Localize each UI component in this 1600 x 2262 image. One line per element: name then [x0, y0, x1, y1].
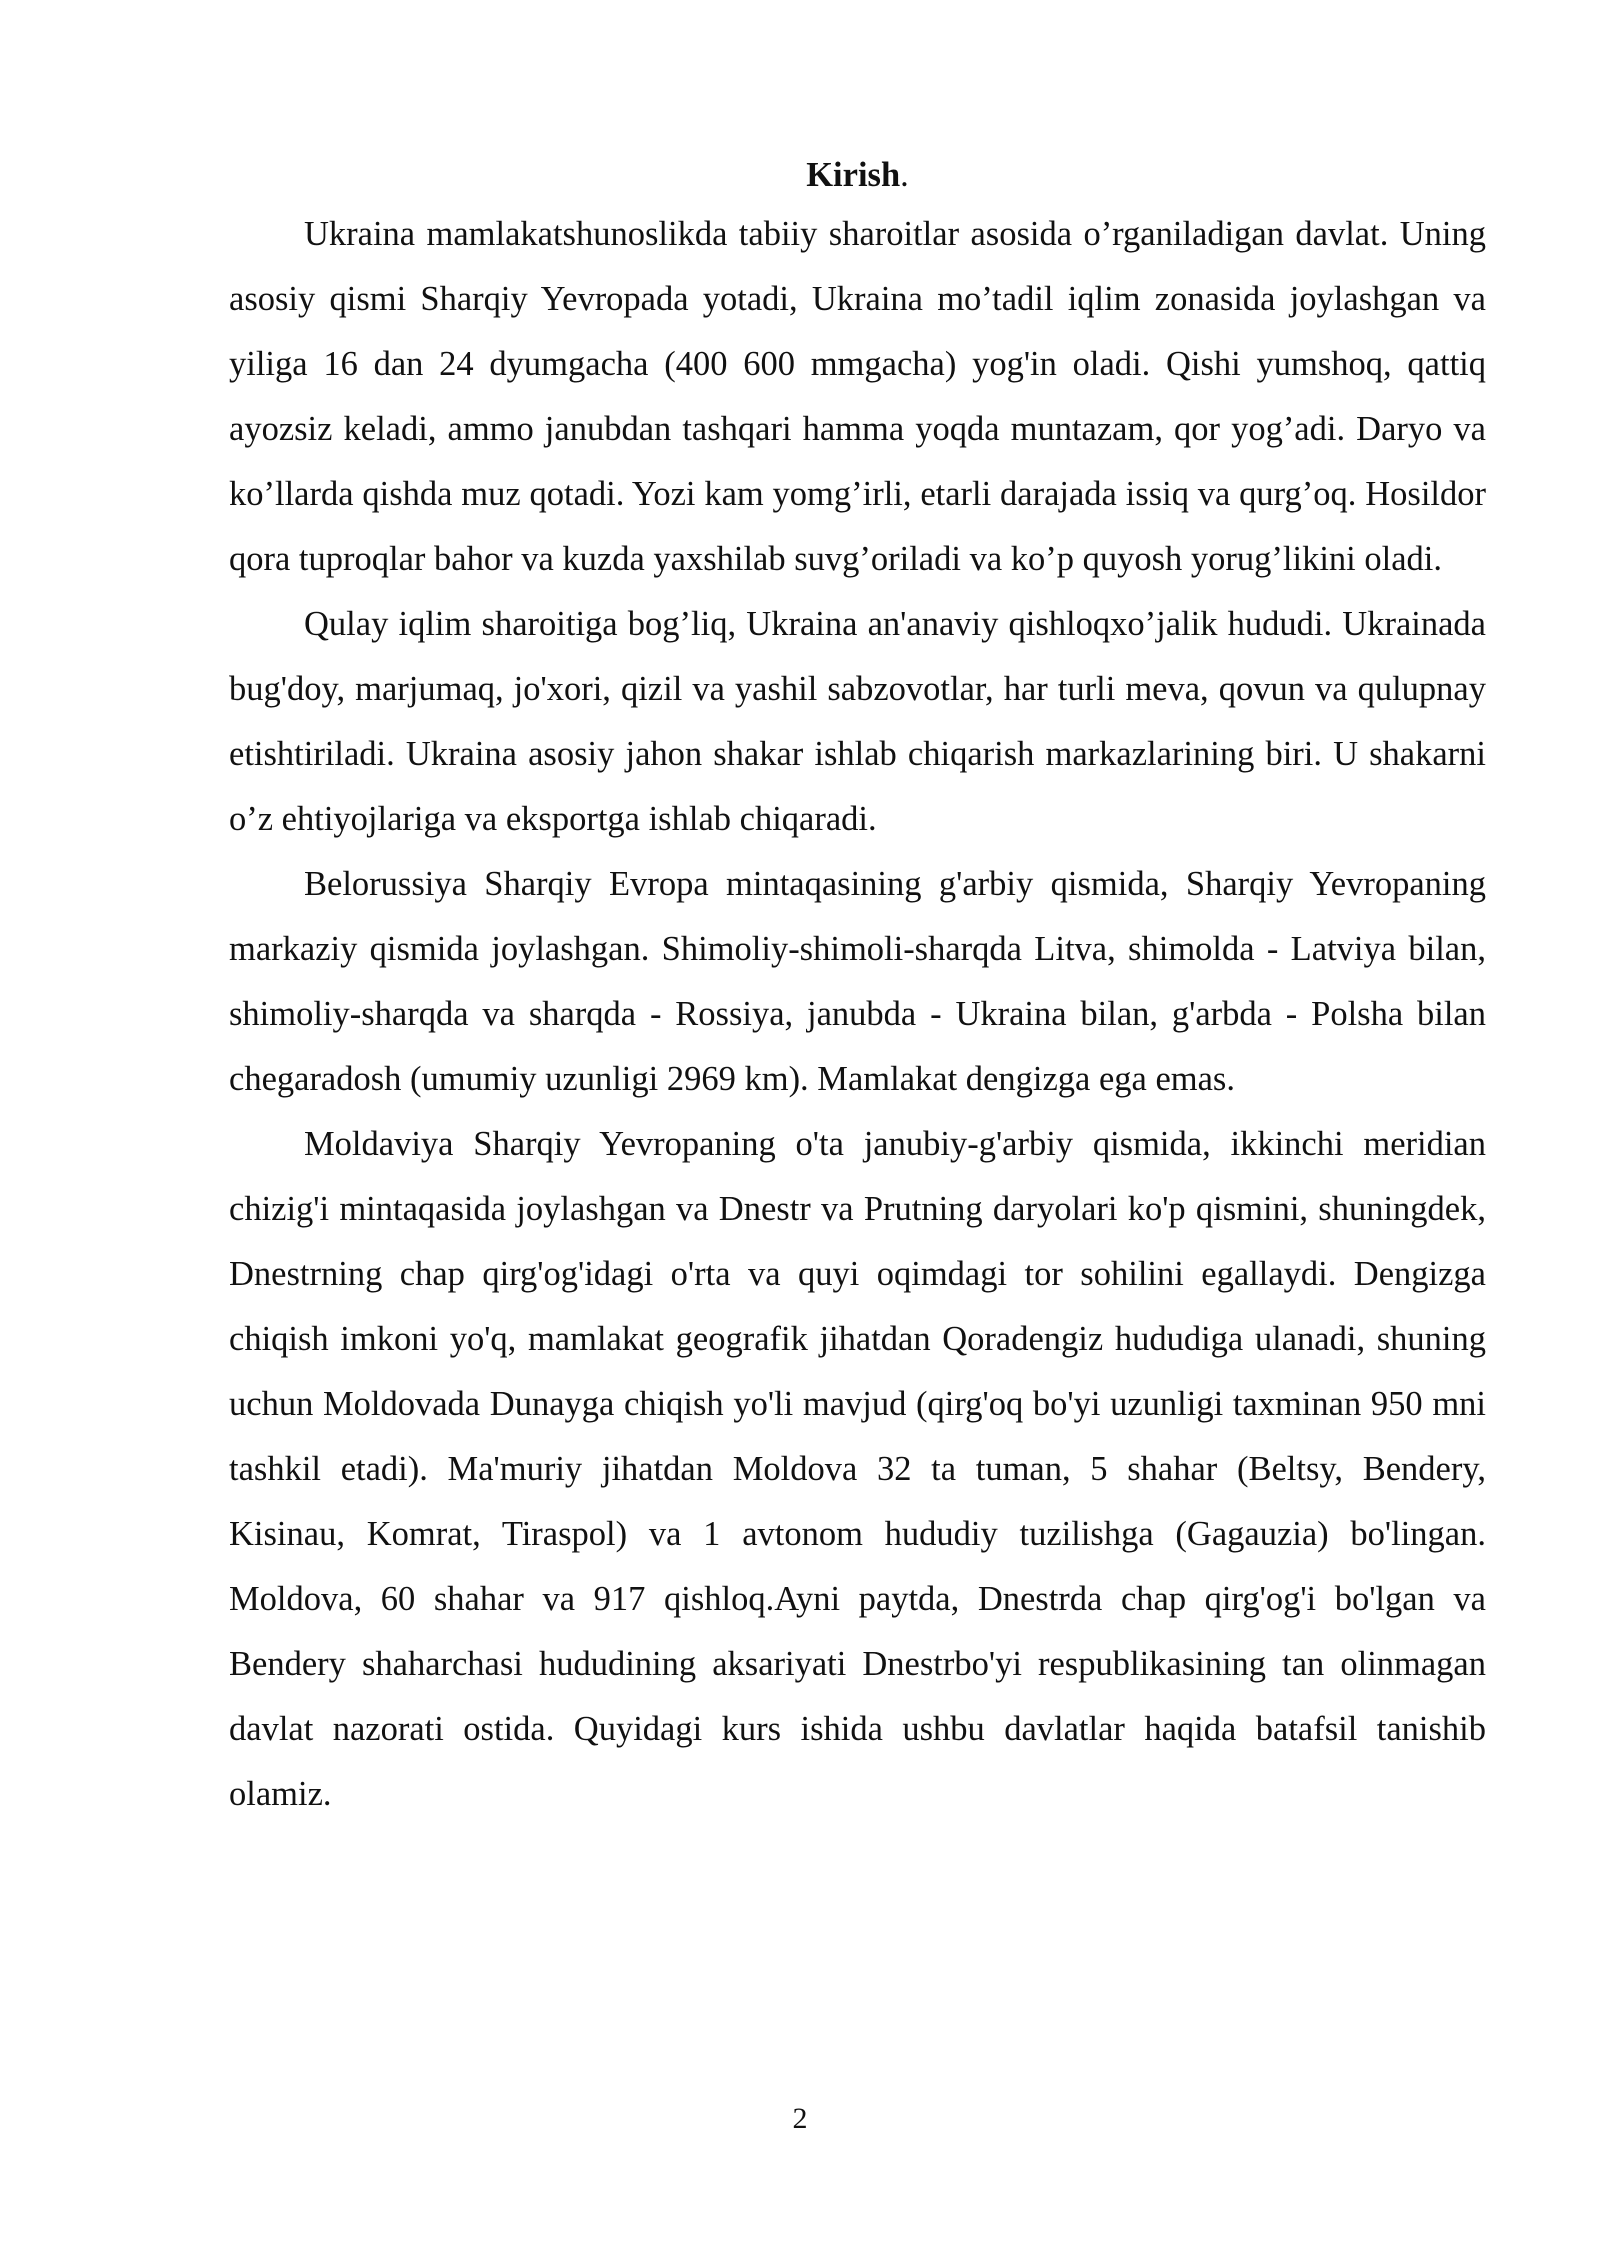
page-content — [229, 148, 1486, 1827]
page-title — [229, 148, 1486, 202]
paragraph-moldova: Moldaviya Sharqiy Yevropaning o'ta janubiy-g'arbiy qismida, ikkinchi meridian chizig'i mintaqasida joylashgan va Dnestr va Prutning daryolari ko'p qismini, shuningdek, Dnestrning chap qirg'og'idagi o'rta va quyi oqimdagi tor sohilini egallaydi. Dengizga chiqish imkoni yo'q, mamlakat geografik jihatdan Qoradengiz hududiga ulanadi, shuning uchun Moldovada Dunayga chiqish yo'li mavjud (qirg'oq bo'yi uzunligi taxminan 950 mni tashkil etadi). Ma'muriy jihatdan Moldova 32 ta tuman, 5 shahar (Beltsy, Bendery, Kisinau, Komrat, Tiraspol) va 1 avtonom hududiy tuzilishga (Gagauzia) bo'lingan. Moldova, 60 shahar va 917 qishloq.Ayni paytda, Dnestrda chap qirg'og'i bo'lgan va Bendery shaharchasi hududining aksariyati Dnestrbo'yi respublikasining tan olinmagan davlat nazorati ostida. Quyidagi kurs ishida ushbu davlatlar haqida batafsil tanishib olamiz. — [229, 1125, 1486, 1813]
paragraph-ukraine-climate: Ukraina mamlakatshunoslikda tabiiy sharoitlar asosida o’rganiladigan davlat. Uning asosiy qismi Sharqiy Yevropada yotadi, Ukraina mo’tadil iqlim zonasida joylashgan va yiliga 16 dan 24 dyumgacha (400 600 mmgacha) yog'in oladi. Qishi yumshoq, qattiq ayozsiz keladi, ammo janubdan tashqari hamma yoqda muntazam, qor yog’adi. Daryo va ko’llarda qishda muz qotadi. Yozi kam yomg’irli, etarli darajada issiq va qurg’oq. Hosildor qora tuproqlar bahor va kuzda yaxshilab suvg’oriladi va ko’p quyosh yorug’likini oladi. — [229, 215, 1486, 578]
paragraph-belarus: Belorussiya Sharqiy Evropa mintaqasining g'arbiy qismida, Sharqiy Yevropaning markaziy qismida joylashgan. Shimoliy-shimoli-sharqda Litva, shimolda - Latviya bilan, shimoliy-sharqda va sharqda - Rossiya, janubda - Ukraina bilan, g'arbda - Polsha bilan chegaradosh (umumiy uzunligi 2969 km). Mamlakat dengizga ega emas. — [229, 865, 1486, 1098]
page-number: 2 — [792, 2102, 808, 2135]
paragraph-ukraine-agriculture: Qulay iqlim sharoitiga bog’liq, Ukraina an'anaviy qishloqxo’jalik hududi. Ukrainada bug'doy, marjumaq, jo'xori, qizil va yashil sabzovotlar, har turli meva, qovun va qulupnay etishtiriladi. Ukraina asosiy jahon shakar ishlab chiqarish markazlarining biri. U shakarni o’z ehtiyojlariga va eksportga ishlab chiqaradi. — [229, 605, 1486, 838]
title-period: . — [900, 156, 909, 194]
title-text: Kirish — [806, 156, 901, 194]
